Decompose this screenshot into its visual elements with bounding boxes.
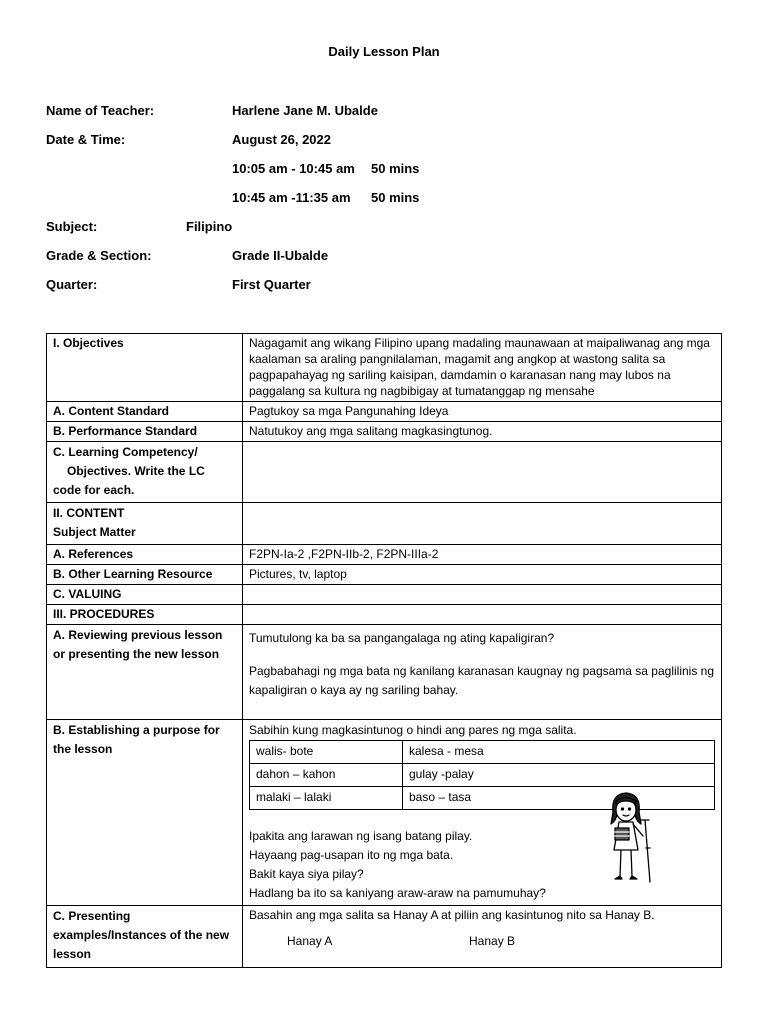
purpose-label: B. Establishing a purpose for the lesson [47, 720, 243, 906]
table-row [47, 605, 722, 625]
time-slot-2: 10:45 am -11:35 am [232, 190, 351, 205]
duration-1: 50 mins [371, 161, 420, 176]
purpose-line: Hayaang pag-usapan ito ng mga bata. [249, 848, 454, 862]
duration-2: 50 mins [371, 190, 420, 205]
procedures-value [243, 605, 722, 625]
references-text: F2PN-Ia-2 ,F2PN-IIb-2, F2PN-IIIa-2 [243, 545, 722, 565]
reviewing-question: Tumutulong ka ba sa pangangalaga ng ating kapaligiran? [249, 631, 555, 645]
objectives-label: I. Objectives [47, 334, 243, 402]
word-pair-left: walis- bote [250, 741, 403, 764]
table-row [47, 442, 722, 503]
word-pair-right: kalesa - mesa [403, 741, 715, 764]
date-value: August 26, 2022 [232, 132, 331, 147]
performance-standard-label: B. Performance Standard [47, 422, 243, 442]
word-pair-left: dahon – kahon [250, 764, 403, 787]
content-value [243, 503, 722, 545]
presenting-text: Basahin ang mga salita sa Hanay A at piliin ang kasintunog nito sa Hanay B. [249, 908, 655, 922]
lesson-plan-table [46, 333, 722, 968]
word-pair-right: baso – tasa [403, 787, 715, 810]
teacher-label: Name of Teacher: [46, 103, 155, 118]
learning-competency-value [243, 442, 722, 503]
table-row [47, 545, 722, 565]
table-row [47, 503, 722, 545]
hanay-b-heading: Hanay B [469, 934, 516, 948]
quarter-value: First Quarter [232, 277, 311, 292]
presenting-label: C. Presenting examples/Instances of the new lesson [47, 906, 243, 968]
reviewing-label: A. Reviewing previous lesson or presenting the new lesson [47, 625, 243, 720]
table-row [47, 720, 722, 906]
time-slot-1: 10:05 am - 10:45 am [232, 161, 355, 176]
subject-label: Subject: [46, 219, 98, 234]
quarter-label: Quarter: [46, 277, 98, 292]
table-row [47, 585, 722, 605]
content-standard-text: Pagtukoy sa mga Pangunahing Ideya [243, 402, 722, 422]
purpose-content [243, 720, 722, 906]
grade-value: Grade II-Ubalde [232, 248, 329, 263]
teacher-name: Harlene Jane M. Ubalde [232, 103, 378, 118]
purpose-line: Ipakita ang larawan ng isang batang pilay. [249, 829, 473, 843]
valuing-value [243, 585, 722, 605]
table-row [47, 402, 722, 422]
performance-standard-text: Natutukoy ang mga salitang magkasingtunog. [243, 422, 722, 442]
lc-label-line: code for each. [53, 483, 135, 497]
other-resources-text: Pictures, tv, laptop [243, 565, 722, 585]
content-standard-label: A. Content Standard [47, 402, 243, 422]
purpose-intro: Sabihin kung magkasintunog o hindi ang pares ng mga salita. [249, 723, 577, 737]
subject-value: Filipino [186, 219, 233, 234]
word-pair-left: malaki – lalaki [250, 787, 403, 810]
references-label: A. References [47, 545, 243, 565]
word-pair-right: gulay -palay [403, 764, 715, 787]
procedures-label: III. PROCEDURES [47, 605, 243, 625]
subject-matter-heading: Subject Matter [53, 525, 136, 539]
reviewing-paragraph: Pagbabahagi ng mga bata ng kanilang karanasan kaugnay ng pagsama sa paglilinis ng kapaligiran o kaya ay ng sariling bahay. [249, 664, 715, 697]
hanay-a-heading: Hanay A [287, 934, 333, 948]
word-pair-row [250, 741, 715, 764]
document-title: Daily Lesson Plan [328, 44, 440, 59]
table-row [47, 625, 722, 720]
purpose-line: Bakit kaya siya pilay? [249, 867, 364, 881]
presenting-content [243, 906, 722, 968]
content-label [47, 503, 243, 545]
girl-with-crutch-illustration [597, 790, 659, 888]
lc-label-line: C. Learning Competency/ [53, 445, 198, 459]
lc-label-line: Objectives. Write the LC [67, 464, 205, 478]
content-heading: II. CONTENT [53, 506, 125, 520]
word-pair-row [250, 764, 715, 787]
objectives-text: Nagagamit ang wikang Filipino upang madaling maunawaan at maipaliwanag ang mga kaalaman sa araling pangnilalaman, magamit ang angkop at wastong salita sa pagpapahayag ng sariling kaisipan, damdamin o karanasan nang may lubos na paggalang sa kultura ng nagbibigay at tumatanggap ng mensahe [243, 334, 722, 402]
grade-label: Grade & Section: [46, 248, 152, 263]
date-label: Date & Time: [46, 132, 126, 147]
learning-competency-label [47, 442, 243, 503]
table-row [47, 906, 722, 968]
table-row [47, 334, 722, 402]
table-row [47, 422, 722, 442]
reviewing-content [243, 625, 722, 720]
other-resources-label: B. Other Learning Resource [47, 565, 243, 585]
valuing-label: C. VALUING [47, 585, 243, 605]
table-row [47, 565, 722, 585]
purpose-line: Hadlang ba ito sa kaniyang araw-araw na pamumuhay? [249, 886, 546, 900]
